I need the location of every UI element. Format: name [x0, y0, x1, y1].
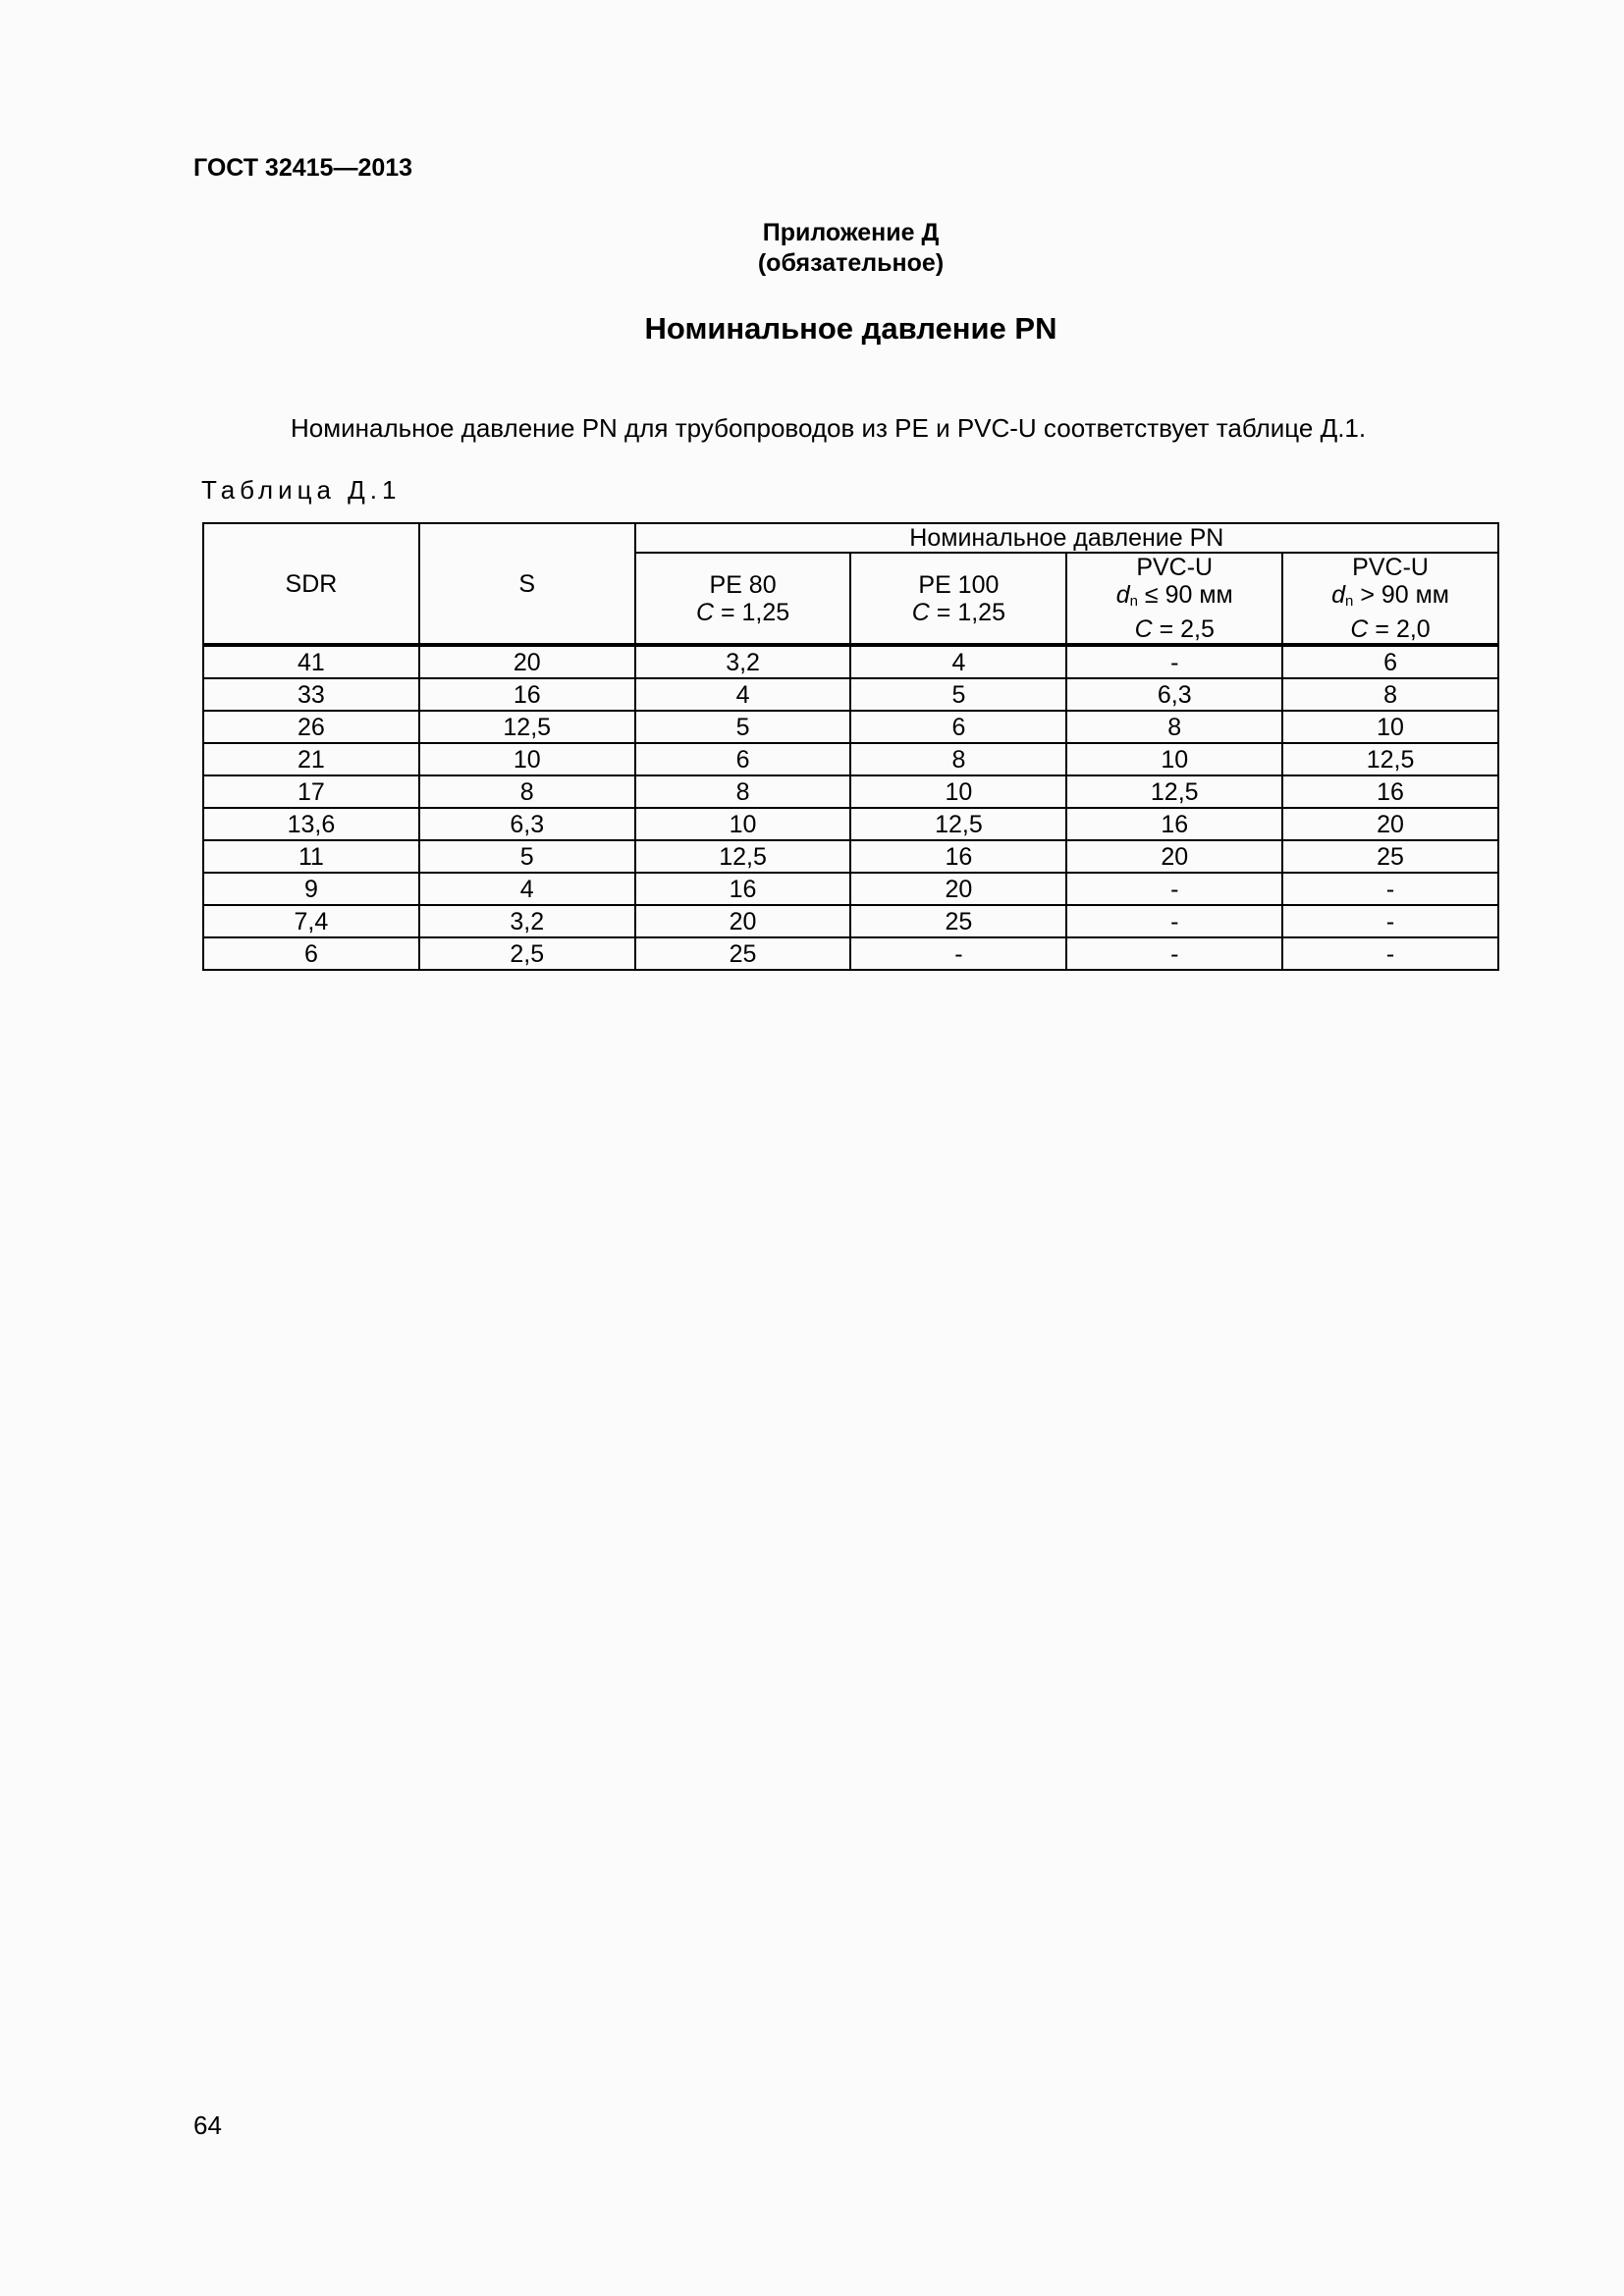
- page-number: 64: [193, 2110, 222, 2140]
- pressure-table-wrapper: [202, 522, 1499, 971]
- appendix-status: (обязательное): [757, 249, 945, 277]
- table-cell: 4: [419, 873, 635, 905]
- section-title: Номинальное давление PN: [644, 311, 1057, 346]
- safety-coefficient: [1067, 615, 1281, 643]
- table-cell: 4: [635, 678, 851, 711]
- table-cell: 12,5: [1282, 743, 1498, 775]
- safety-coefficient: [851, 599, 1065, 626]
- diameter-condition: [1283, 581, 1497, 615]
- coefficient-value: = 2,0: [1368, 615, 1431, 643]
- table-cell: 10: [635, 808, 851, 840]
- table-header-row: [203, 523, 1498, 553]
- table-row: [203, 905, 1498, 937]
- table-cell: 3,2: [635, 645, 851, 678]
- table-cell: 6,3: [1066, 678, 1282, 711]
- table-cell: 41: [203, 645, 419, 678]
- table-cell: 12,5: [850, 808, 1066, 840]
- material-label: PVC-U: [1136, 554, 1214, 581]
- coefficient-symbol: C: [1134, 615, 1153, 643]
- table-cell: 4: [850, 645, 1066, 678]
- pressure-table: [202, 522, 1499, 971]
- diameter-symbol: d: [1115, 581, 1130, 609]
- table-cell: 26: [203, 711, 419, 743]
- table-cell: 12,5: [635, 840, 851, 873]
- material-label: PE 100: [918, 570, 1000, 599]
- appendix-title: Приложение Д: [762, 219, 940, 246]
- table-cell: 13,6: [203, 808, 419, 840]
- table-cell: 16: [1066, 808, 1282, 840]
- intro-paragraph: Номинальное давление PN для трубопроводов из PE и PVC-U соответствует таблице Д.1.: [291, 413, 1367, 443]
- material-label: PE 80: [709, 570, 777, 599]
- table-row: [203, 678, 1498, 711]
- table-cell: 25: [635, 937, 851, 970]
- table-cell: 20: [1282, 808, 1498, 840]
- table-cell: -: [1282, 873, 1498, 905]
- table-body: [203, 645, 1498, 970]
- table-cell: 20: [1066, 840, 1282, 873]
- table-cell: 3,2: [419, 905, 635, 937]
- coefficient-symbol: C: [695, 598, 715, 626]
- table-cell: 9: [203, 873, 419, 905]
- table-row: [203, 775, 1498, 808]
- diameter-limit: > 90 мм: [1353, 581, 1449, 609]
- table-row: [203, 645, 1498, 678]
- table-cell: 8: [1066, 711, 1282, 743]
- column-header-sdr: SDR: [203, 523, 419, 645]
- safety-coefficient: [1283, 615, 1497, 643]
- table-cell: 10: [1066, 743, 1282, 775]
- appendix-heading: [0, 218, 1624, 279]
- document-code: ГОСТ 32415—2013: [193, 154, 413, 182]
- table-cell: -: [1282, 905, 1498, 937]
- table-cell: 20: [419, 645, 635, 678]
- table-cell: 20: [635, 905, 851, 937]
- column-group-header-pn: Номинальное давление PN: [635, 523, 1498, 553]
- column-header-s: S: [419, 523, 635, 645]
- table-cell: 6: [635, 743, 851, 775]
- table-row: [203, 711, 1498, 743]
- table-cell: -: [1282, 937, 1498, 970]
- diameter-limit: ≤ 90 мм: [1137, 581, 1233, 609]
- column-header-pn-2: [1066, 553, 1282, 645]
- table-row: [203, 840, 1498, 873]
- coefficient-value: = 1,25: [714, 598, 790, 626]
- coefficient-value: = 1,25: [929, 598, 1005, 626]
- table-cell: -: [1066, 905, 1282, 937]
- safety-coefficient: [636, 599, 850, 626]
- table-cell: -: [1066, 873, 1282, 905]
- table-cell: 25: [1282, 840, 1498, 873]
- table-cell: 11: [203, 840, 419, 873]
- diameter-symbol: d: [1331, 581, 1346, 609]
- table-cell: 16: [850, 840, 1066, 873]
- table-cell: 8: [419, 775, 635, 808]
- table-cell: 8: [850, 743, 1066, 775]
- table-cell: 8: [635, 775, 851, 808]
- table-cell: 25: [850, 905, 1066, 937]
- table-row: [203, 937, 1498, 970]
- table-cell: 10: [850, 775, 1066, 808]
- table-cell: 16: [635, 873, 851, 905]
- table-cell: 12,5: [1066, 775, 1282, 808]
- table-cell: 21: [203, 743, 419, 775]
- table-cell: 5: [419, 840, 635, 873]
- table-cell: 8: [1282, 678, 1498, 711]
- column-header-pn-0: [635, 553, 851, 645]
- table-cell: 33: [203, 678, 419, 711]
- table-cell: -: [850, 937, 1066, 970]
- diameter-subscript: n: [1129, 593, 1138, 610]
- table-cell: 16: [419, 678, 635, 711]
- diameter-subscript: n: [1345, 593, 1354, 610]
- coefficient-symbol: C: [911, 598, 930, 626]
- table-cell: 6: [1282, 645, 1498, 678]
- table-cell: 6,3: [419, 808, 635, 840]
- table-row: [203, 743, 1498, 775]
- table-cell: 12,5: [419, 711, 635, 743]
- coefficient-symbol: C: [1350, 615, 1369, 643]
- table-cell: 10: [419, 743, 635, 775]
- table-cell: 17: [203, 775, 419, 808]
- table-cell: 10: [1282, 711, 1498, 743]
- column-header-pn-3: [1282, 553, 1498, 645]
- table-cell: 16: [1282, 775, 1498, 808]
- table-cell: 2,5: [419, 937, 635, 970]
- material-label: PVC-U: [1352, 554, 1429, 581]
- table-cell: 6: [203, 937, 419, 970]
- table-cell: 5: [635, 711, 851, 743]
- diameter-condition: [1067, 581, 1281, 615]
- table-cell: 6: [850, 711, 1066, 743]
- table-cell: 7,4: [203, 905, 419, 937]
- table-cell: -: [1066, 937, 1282, 970]
- table-row: [203, 808, 1498, 840]
- table-cell: -: [1066, 645, 1282, 678]
- table-row: [203, 873, 1498, 905]
- column-header-pn-1: [850, 553, 1066, 645]
- coefficient-value: = 2,5: [1152, 615, 1215, 643]
- table-cell: 5: [850, 678, 1066, 711]
- table-caption: Таблица Д.1: [201, 475, 402, 505]
- table-cell: 20: [850, 873, 1066, 905]
